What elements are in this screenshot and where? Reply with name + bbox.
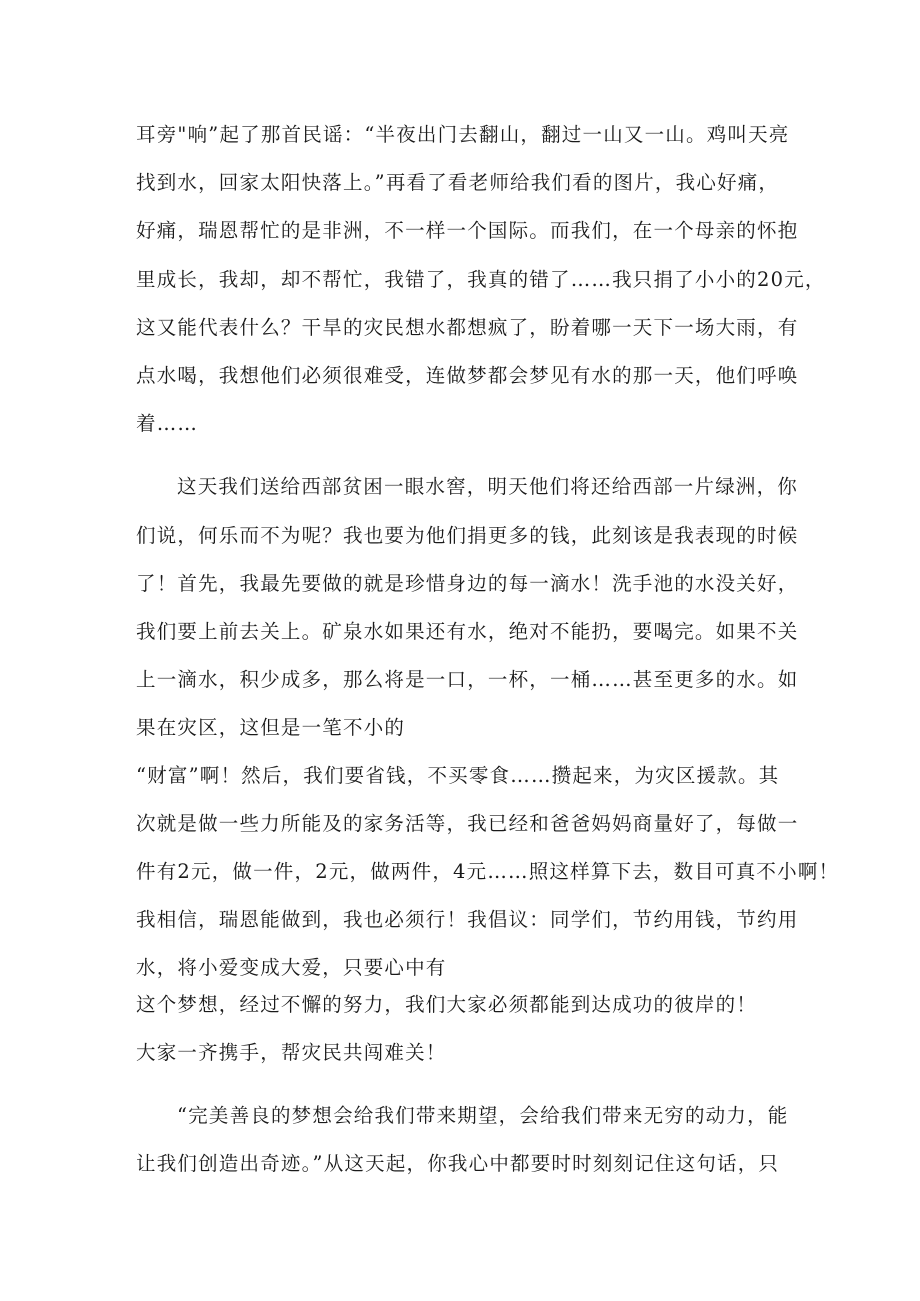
text-line: 点水喝，我想他们必须很难受，连做梦都会梦见有水的那一天，他们呼唤: [136, 364, 799, 387]
text-line: 我相信，瑞恩能做到，我也必须行！我倡议：同学们，节约用钱，节约用: [136, 908, 799, 931]
text-line: 这天我们送给西部贫困一眼水窖，明天他们将还给西部一片绿洲，你: [177, 475, 799, 498]
text-line: “完美善良的梦想会给我们带来期望，会给我们带来无穷的动力，能: [177, 1104, 789, 1127]
text-line: 们说，何乐而不为呢？我也要为他们捐更多的钱，此刻该是我表现的时候: [136, 524, 799, 547]
text-line: “财富”啊！然后，我们要省钱，不买零食……攒起来，为灾区援款。其: [136, 764, 780, 787]
text-line: 次就是做一些力所能及的家务活等，我已经和爸爸妈妈商量好了，每做一: [136, 812, 799, 835]
text-line: 大家一齐携手，帮灾民共闯难关！: [136, 1041, 447, 1064]
text-line: 着……: [136, 412, 199, 435]
text-line: 了！首先，我最先要做的就是珍惜身边的每一滴水！洗手池的水没关好，: [136, 572, 799, 595]
text-line: 水，将小爱变成大爱，只要心中有: [136, 956, 447, 979]
text-line: 里成长，我却，却不帮忙，我错了，我真的错了……我只捐了小小的20元，: [136, 268, 826, 291]
text-line: 耳旁"响”起了那首民谣：“半夜出门去翻山，翻过一山又一山。鸡叫天亮: [136, 123, 790, 146]
text-line: 这个梦想，经过不懈的努力，我们大家必须都能到达成功的彼岸的！: [136, 993, 758, 1016]
text-line: 好痛，瑞恩帮忙的是非洲，不一样一个国际。而我们，在一个母亲的怀抱: [136, 219, 799, 242]
text-line: 这又能代表什么？干旱的灾民想水都想疯了，盼着哪一天下一场大雨，有: [136, 316, 799, 339]
text-line: 找到水，回家太阳快落上。”再看了看老师给我们看的图片，我心好痛，: [136, 171, 780, 194]
text-line: 件有2元，做一件，2元，做两件，4元……照这样算下去，数目可真不小啊！: [136, 860, 840, 883]
text-line: 让我们创造出奇迹。”从这天起，你我心中都要时时刻刻记住这句话，只: [136, 1152, 780, 1175]
text-line: 上一滴水，积少成多，那么将是一口，一杯，一桶……甚至更多的水。如: [136, 668, 799, 691]
text-line: 我们要上前去关上。矿泉水如果还有水，绝对不能扔，要喝完。如果不关: [136, 620, 799, 643]
text-line: 果在灾区，这但是一笔不小的: [136, 716, 406, 739]
